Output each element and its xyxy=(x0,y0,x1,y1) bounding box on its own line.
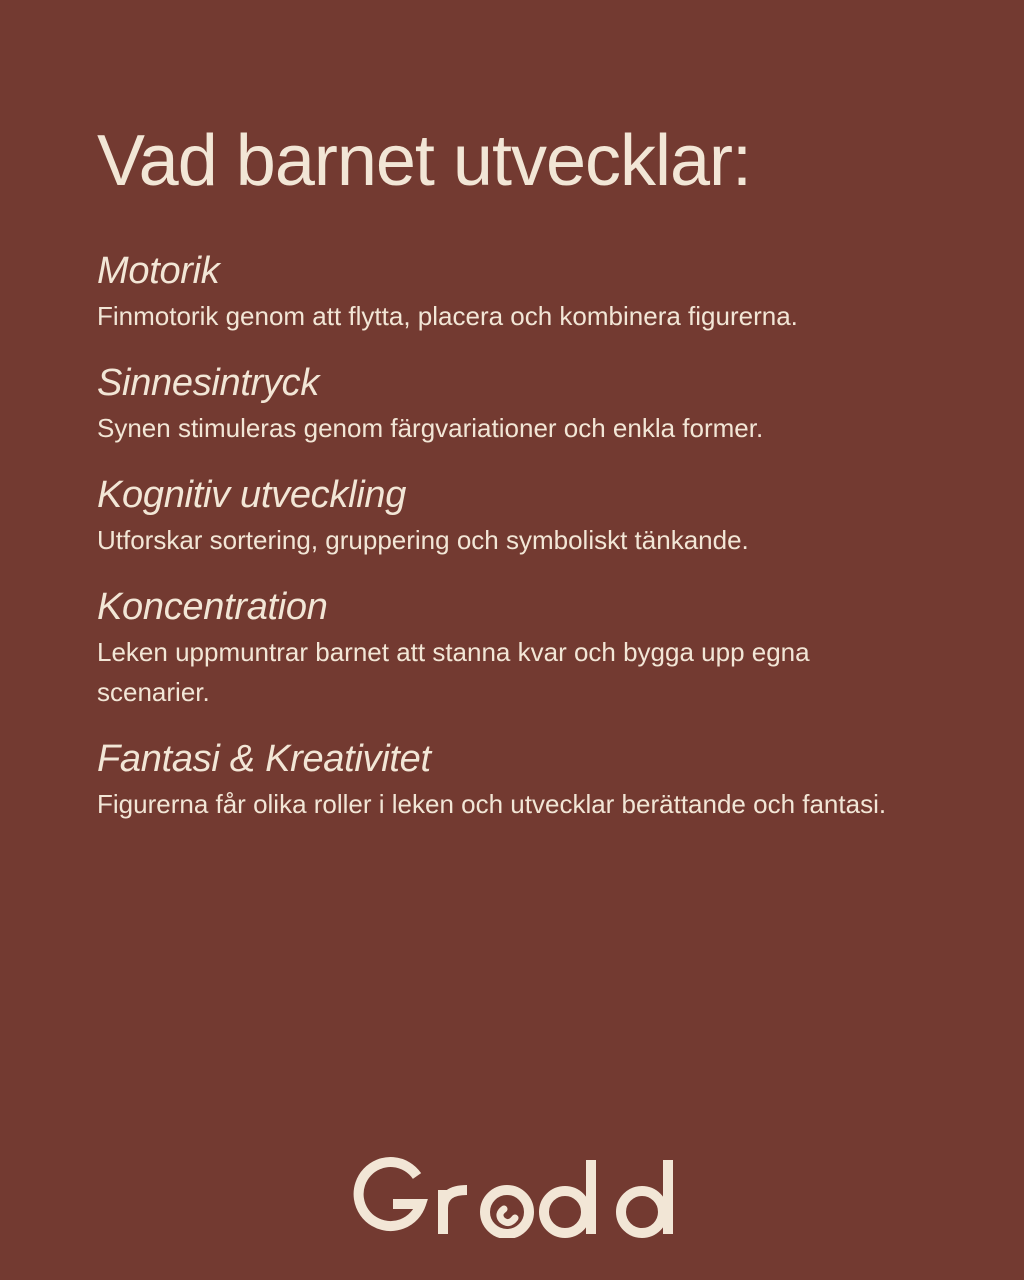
list-item-fantasi-kreativitet xyxy=(97,736,917,824)
list-item-kognitiv-utveckling xyxy=(97,472,917,560)
list-item-koncentration xyxy=(97,584,917,712)
item-description: Utforskar sortering, gruppering och symboliskt tänkande. xyxy=(97,525,749,555)
item-heading: Fantasi & Kreativitet xyxy=(97,738,431,780)
list-item-motorik xyxy=(97,248,917,336)
item-heading: Sinnesintryck xyxy=(97,362,320,404)
item-description: Finmotorik genom att flytta, placera och kombinera figurerna. xyxy=(97,301,798,331)
item-heading: Koncentration xyxy=(97,586,328,628)
item-description: Synen stimuleras genom färgvariationer och enkla former. xyxy=(97,413,764,443)
content xyxy=(97,118,917,848)
grodd-logo-icon xyxy=(347,1154,677,1238)
list-item-sinnesintryck xyxy=(97,360,917,448)
item-description: Leken uppmuntrar barnet att stanna kvar och bygga upp egna scenarier. xyxy=(97,637,810,707)
item-description: Figurerna får olika roller i leken och utvecklar berättande och fantasi. xyxy=(97,789,887,819)
item-heading: Motorik xyxy=(97,250,220,292)
development-list xyxy=(97,248,917,824)
grodd-logo xyxy=(0,1148,1024,1244)
item-heading: Kognitiv utveckling xyxy=(97,474,407,516)
page-title: Vad barnet utvecklar: xyxy=(97,121,752,201)
